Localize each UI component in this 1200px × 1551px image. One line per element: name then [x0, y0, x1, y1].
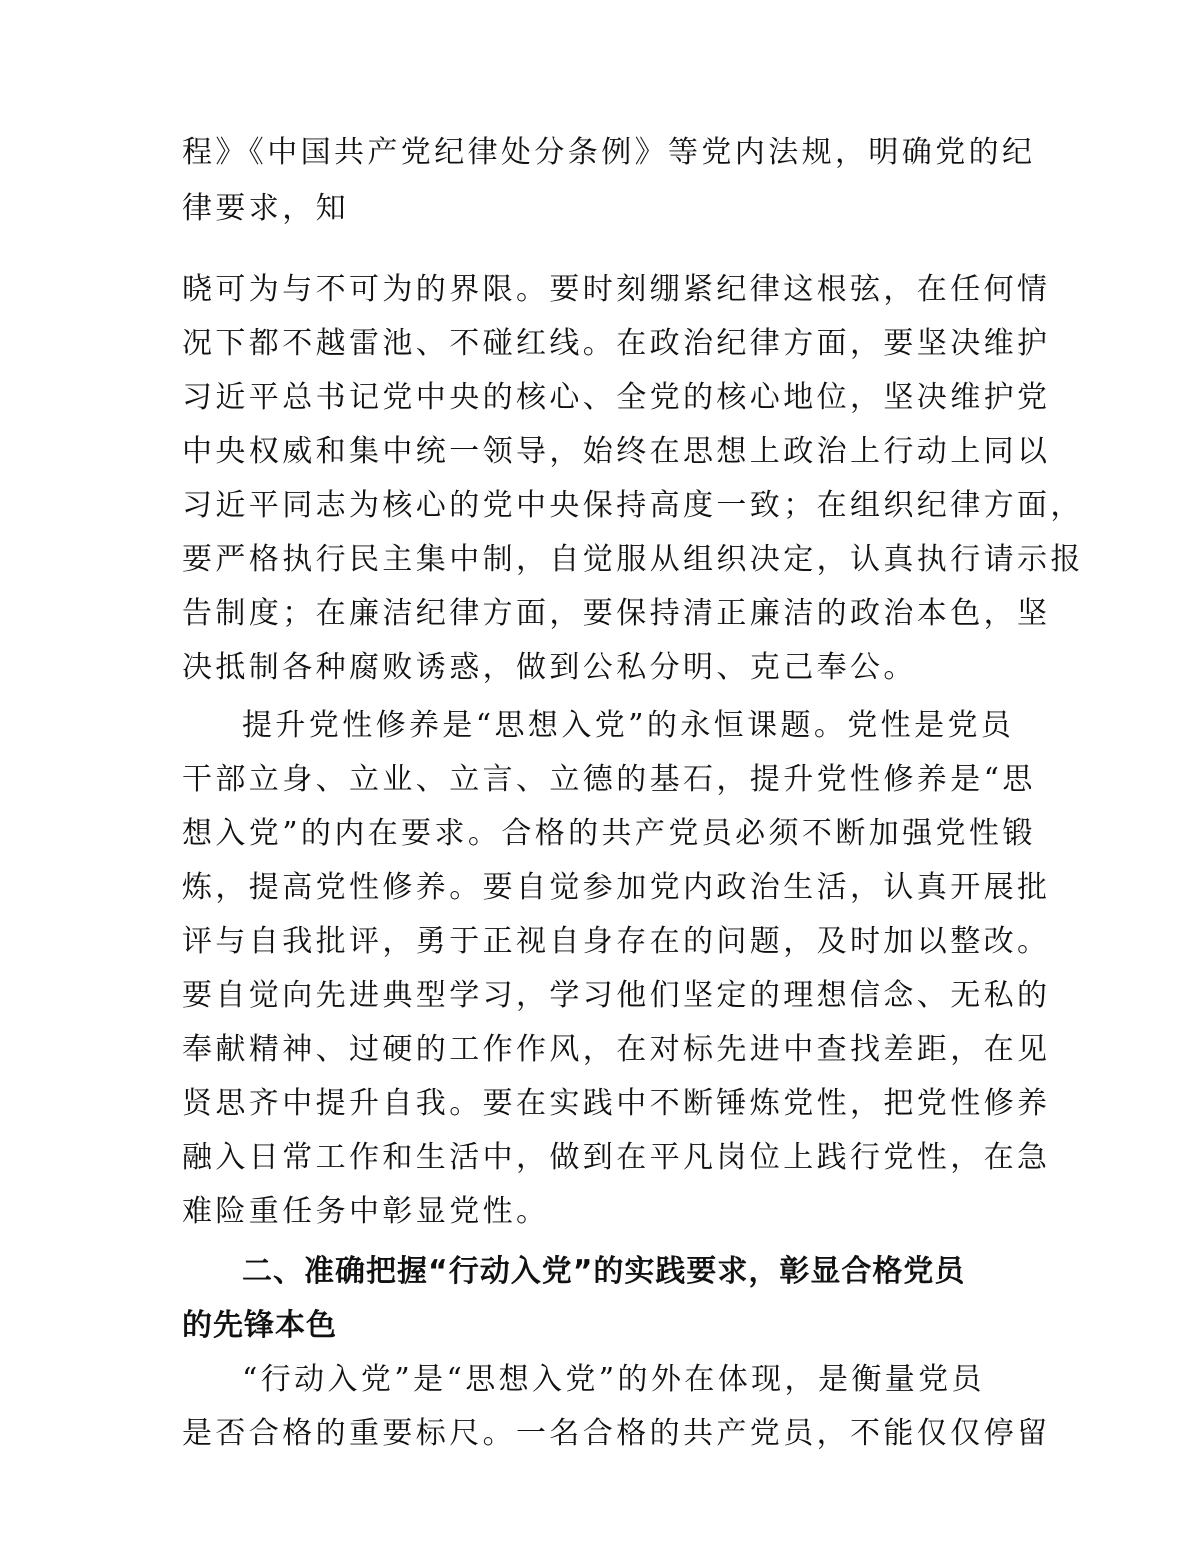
text-line: 告制度；在廉洁纪律方面，要保持清正廉洁的政治本色，坚: [182, 596, 1051, 631]
paragraph-first-line: “行动入党”是“思想入党”的外在体现，是衡量党员: [242, 1362, 985, 1397]
text-line: 干部立身、立业、立言、立德的基石，提升党性修养是“思: [182, 762, 1036, 797]
text-line: 奉献精神、过硬的工作作风，在对标先进中查找差距，在见: [182, 1032, 1051, 1067]
text-line: 融入日常工作和生活中，做到在平凡岗位上践行党性，在急: [182, 1140, 1051, 1175]
text-line: 要自觉向先进典型学习，学习他们坚定的理想信念、无私的: [182, 978, 1051, 1013]
text-line: 难险重任务中彰显党性。: [182, 1194, 550, 1229]
text-line: 律要求，知: [182, 191, 349, 226]
section-heading-continued: 的先锋本色: [182, 1308, 337, 1343]
text-line: 中央权威和集中统一领导，始终在思想上政治上行动上同以: [182, 434, 1051, 469]
section-heading: 二、准确把握“行动入党”的实践要求，彰显合格党员: [242, 1254, 966, 1289]
text-line: 贤思齐中提升自我。要在实践中不断锤炼党性，把党性修养: [182, 1086, 1051, 1121]
text-line: 是否合格的重要标尺。一名合格的共产党员，不能仅仅停留: [182, 1416, 1051, 1451]
text-line: 要严格执行民主集中制，自觉服从组织决定，认真执行请示报: [182, 542, 1084, 577]
text-line: 程》《中国共产党纪律处分条例》等党内法规，明确党的纪: [182, 135, 1036, 170]
text-line: 习近平同志为核心的党中央保持高度一致；在组织纪律方面，: [182, 488, 1084, 523]
text-line: 评与自我批评，勇于正视自身存在的问题，及时加以整改。: [182, 924, 1051, 959]
text-line: 炼，提高党性修养。要自觉参加党内政治生活，认真开展批: [182, 870, 1051, 905]
text-line: 况下都不越雷池、不碰红线。在政治纪律方面，要坚决维护: [182, 326, 1051, 361]
text-line: 习近平总书记党中央的核心、全党的核心地位，坚决维护党: [182, 380, 1051, 415]
paragraph-first-line: 提升党性修养是“思想入党”的永恒课题。党性是党员: [242, 708, 1015, 743]
text-line: 晓可为与不可为的界限。要时刻绷紧纪律这根弦，在任何情: [182, 272, 1051, 307]
text-line: 想入党”的内在要求。合格的共产党员必须不断加强党性锻: [182, 816, 1036, 851]
text-line: 决抵制各种腐败诱惑，做到公私分明、克己奉公。: [182, 650, 917, 685]
